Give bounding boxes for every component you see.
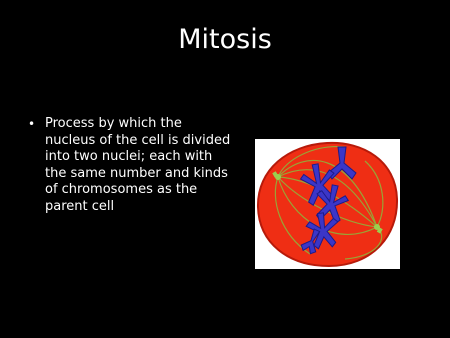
bullet-text: Process by which the nucleus of the cell is divided into two nuclei; each with the same number and kinds of chromosomes as the parent cell: [45, 116, 231, 214]
bullet-marker: •: [28, 117, 36, 131]
mitosis-cell-illustration: [255, 139, 400, 269]
slide-title: Mitosis: [178, 24, 272, 55]
bullet-item: [28, 116, 234, 216]
bullet-list: [28, 116, 234, 216]
